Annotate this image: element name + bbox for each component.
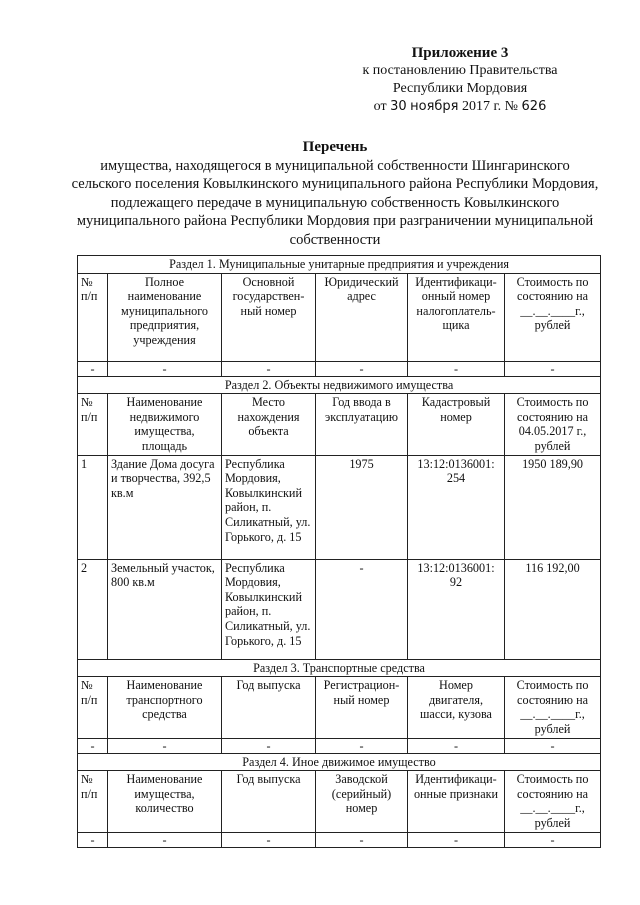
header-cell: Идентификаци-онный номер налогоплатель-щика [408,273,505,361]
section3-header-row [78,677,601,738]
header-cell: Регистрацион-ный номер [316,677,408,738]
table-cell: - [78,833,108,848]
section3-empty-row [78,738,601,753]
date-prefix: от [373,99,387,114]
section1-empty-row [78,361,601,376]
section1-header-row [78,273,601,361]
section4-empty-row [78,833,601,848]
table-cell: 13:12:0136001: 92 [408,559,505,659]
table-cell: 1950 189,90 [505,455,601,559]
list-description: имущества, находящегося в муниципальной собственности Шингаринского сельского поселения Ковылкинского муниципального района Республики Мордовия, подлежащего передаче в муниципальную собственность Ковылкинского муниципального района Республики Мордовия при разграничении муниципальной собственности [71,157,599,248]
date-day: 30 [390,99,407,114]
header-cell: Полное наименование муниципального предприятия, учреждения [108,273,222,361]
date-year: 2017 г. № [462,99,519,114]
table-cell: 13:12:0136001: 254 [408,455,505,559]
appendix-title: Приложение 3 [411,45,509,61]
table-cell: - [316,559,408,659]
table-cell: - [505,833,601,848]
resolution-line: к постановлению Правительства [362,63,558,78]
property-table [77,255,601,848]
table-cell: - [78,361,108,376]
table-cell: - [408,738,505,753]
section1-title-row [78,256,601,274]
header-cell: Кадастровый номер [408,394,505,455]
header-cell: Юридический адрес [316,273,408,361]
table-cell: 2 [78,559,108,659]
table-cell: - [316,361,408,376]
table-cell: - [408,833,505,848]
section2-title-row [78,376,601,394]
table-cell: - [108,738,222,753]
header-cell: Год ввода в эксплуатацию [316,394,408,455]
table-cell: - [222,361,316,376]
section4-header-row [78,771,601,833]
resolution-number: 626 [521,99,547,114]
republic-line: Республики Мордовия [392,81,528,96]
header-cell: Стоимость по состоянию на 04.05.2017 г., рублей [505,394,601,455]
table-cell: - [222,833,316,848]
header-cell: Стоимость по состоянию на __.__.____г., рублей [505,771,601,833]
table-cell: Земельный участок, 800 кв.м [108,559,222,659]
header-cell: Наименование недвижимого имущества, площадь [108,394,222,455]
table-cell: - [316,833,408,848]
header-cell: Место нахождения объекта [222,394,316,455]
table-cell: - [505,361,601,376]
table-cell: - [505,738,601,753]
header-cell: Стоимость по состоянию на __.__.____г., рублей [505,677,601,738]
table-cell: - [222,738,316,753]
header-cell: Стоимость по состоянию на __.__.____г., рублей [505,273,601,361]
header-cell: Основной государствен-ный номер [222,273,316,361]
table-cell: Республика Мордовия, Ковылкинский район, п. Силикатный, ул. Горького, д. 15 [222,559,316,659]
section1-title: Раздел 1. Муниципальные унитарные предприятия и учреждения [78,256,601,274]
table-cell: - [316,738,408,753]
section3-title: Раздел 3. Транспортные средства [78,659,601,677]
header-cell: Номер двигателя, шасси, кузова [408,677,505,738]
table-cell: - [108,361,222,376]
table-cell: 1975 [316,455,408,559]
header-cell: № п/п [78,394,108,455]
list-title: Перечень [302,139,368,155]
table-cell: Здание Дома досуга и творчества, 392,5 кв.м [108,455,222,559]
table-cell: Республика Мордовия, Ковылкинский район, п. Силикатный, ул. Горького, д. 15 [222,455,316,559]
header-cell: Идентификаци-онные признаки [408,771,505,833]
table-row [78,559,601,659]
header-cell: Наименование имущества, количество [108,771,222,833]
header-cell: № п/п [78,771,108,833]
section4-title-row [78,753,601,771]
section3-title-row [78,659,601,677]
document-title [70,138,600,249]
section2-header-row [78,394,601,455]
table-row [78,455,601,559]
appendix-header [330,44,590,116]
header-cell: Наименование транспортного средства [108,677,222,738]
table-cell: - [408,361,505,376]
table-cell: - [108,833,222,848]
section4-title: Раздел 4. Иное движимое имущество [78,753,601,771]
table-cell: 116 192,00 [505,559,601,659]
header-cell: Год выпуска [222,771,316,833]
header-cell: № п/п [78,677,108,738]
date-month: ноября [410,99,459,114]
header-cell: Год выпуска [222,677,316,738]
section2-title: Раздел 2. Объекты недвижимого имущества [78,376,601,394]
header-cell: Заводской (серийный) номер [316,771,408,833]
resolution-date [330,98,590,116]
table-cell: 1 [78,455,108,559]
table-cell: - [78,738,108,753]
header-cell: № п/п [78,273,108,361]
